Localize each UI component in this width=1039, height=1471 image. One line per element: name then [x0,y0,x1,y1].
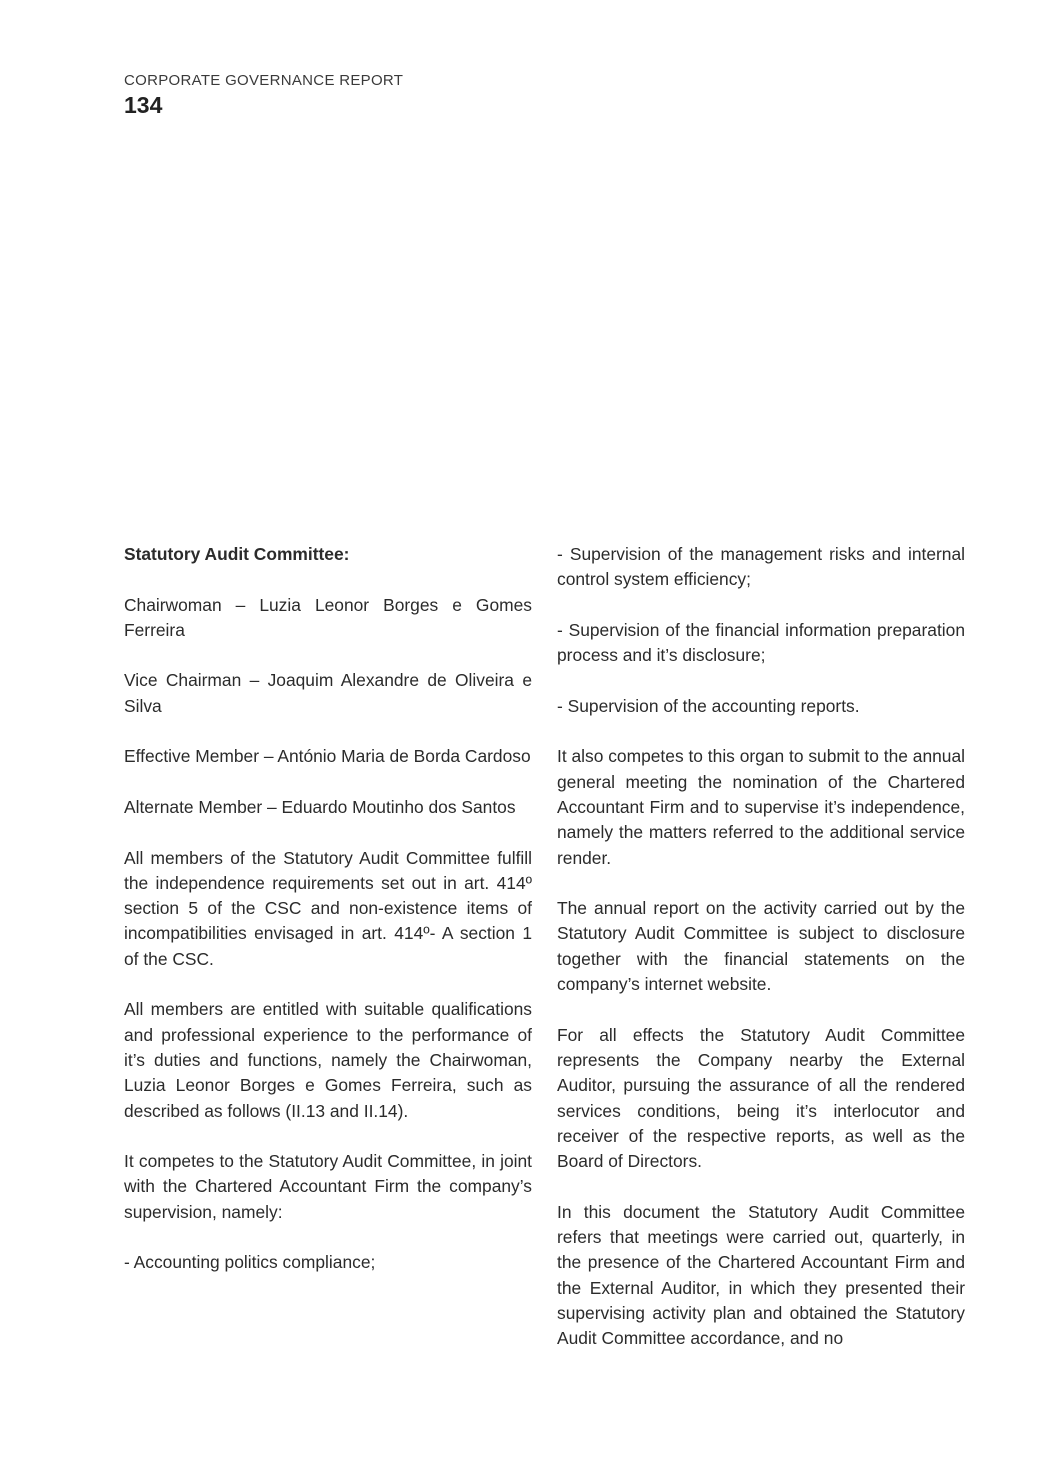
right-column [557,542,965,1377]
list-item: - Supervision of the financial information preparation process and it’s disclosure; [557,619,965,666]
qualifications-paragraph: All members are entitled with suitable qualifications and professional experience to the performance of it’s duties and functions, namely the Chairwoman, Luzia Leonor Borges e Gomes Ferreira, such as described as follows (II.13 and II.14). [124,999,532,1121]
represents-paragraph: For all effects the Statutory Audit Committee represents the Company nearby the External Auditor, pursuing the assurance of all the rendered services conditions, being it’s interlocutor and receiver of the respective reports, as well as the Board of Directors. [557,1024,965,1172]
page-number: 134 [124,92,163,118]
alternate-member-line: Alternate Member – Eduardo Moutinho dos Santos [124,796,516,817]
list-item: - Accounting politics compliance; [124,1252,376,1273]
nomination-paragraph: It also competes to this organ to submit to the annual general meeting the nomination of the Chartered Accountant Firm and to supervise it’s independence, namely the matters referred to the additional service render. [557,746,965,868]
independence-paragraph: All members of the Statutory Audit Committee fulfill the independence requirements set out in art. 414º section 5 of the CSC and non-existence items of incompatibilities envisaged in art. 414º- A section 1 of the CSC. [124,847,532,969]
report-title: CORPORATE GOVERNANCE REPORT [124,72,404,89]
section-heading: Statutory Audit Committee: [124,544,350,564]
page-header [124,71,403,118]
list-item: - Supervision of the accounting reports. [557,695,860,716]
annual-report-paragraph: The annual report on the activity carried out by the Statutory Audit Committee is subject to disclosure together with the financial statements on the company’s internet website. [557,898,965,995]
list-item: - Supervision of the management risks and internal control system efficiency; [557,544,965,590]
left-column [124,542,532,1301]
chairwoman-line: Chairwoman – Luzia Leonor Borges e Gomes Ferreira [124,594,532,640]
competes-paragraph: It competes to the Statutory Audit Committee, in joint with the Chartered Accountant Firm the company’s supervision, namely: [124,1151,532,1222]
meetings-paragraph: In this document the Statutory Audit Committee refers that meetings were carried out, quarterly, in the presence of the Chartered Accountant Firm and the External Auditor, in which they presented their supervising activity plan and obtained the Statutory Audit Committee accordance, and no [557,1201,965,1349]
vice-chairman-line: Vice Chairman – Joaquim Alexandre de Oliveira e Silva [124,670,532,716]
effective-member-line: Effective Member – António Maria de Borda Cardoso [124,746,531,767]
